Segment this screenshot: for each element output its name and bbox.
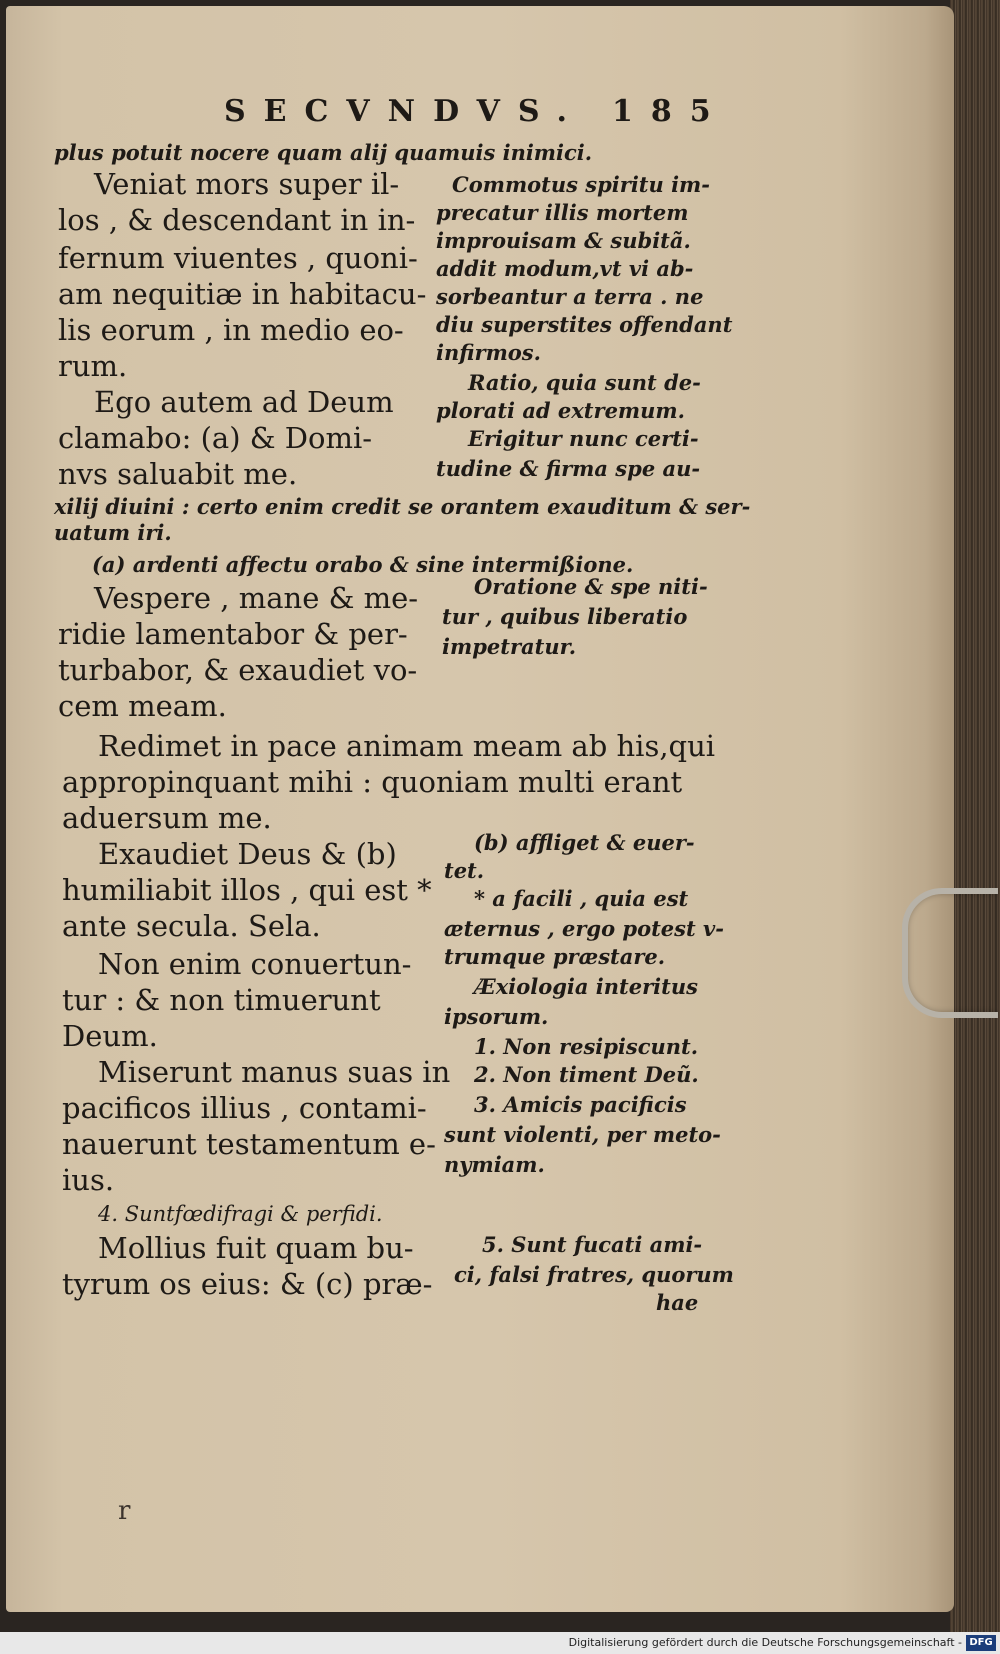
margin-note: ci, falsi fratres, quorum [454,1262,734,1287]
main-line: los , & descendant in in- [58,203,416,237]
main-line: ante secula. Sela. [62,909,321,943]
margin-note: nymiam. [444,1152,545,1177]
margin-note: diu superstites offendant [436,312,733,337]
main-line: cem meam. [58,689,227,723]
margin-note: * a facili , quia est [474,886,689,911]
margin-note: ipsorum. [444,1004,549,1029]
main-line: Redimet in pace animam meam ab his,qui [98,729,716,763]
main-line: Deum. [62,1019,158,1053]
running-head-title: SECVNDVS. [224,94,585,129]
note-line: 4. Suntfœdifragi & perfidi. [98,1202,383,1226]
margin-note: Æxiologia interitus [474,974,698,999]
main-line: turbabor, & exaudiet vo- [58,653,418,687]
main-line: nvs saluabit me. [58,457,298,491]
digitization-credit: Digitalisierung gefördert durch die Deutsche Forschungsgemeinschaft - [0,1632,1000,1654]
margin-note: tudine & firma spe au- [436,456,701,481]
margin-note: infirmos. [436,340,541,365]
note-line: uatum iri. [54,520,172,545]
note-line: xilij diuini : certo enim credit se orantem exauditum & ser- [54,494,751,519]
margin-note: sorbeantur a terra . ne [436,284,704,309]
main-line: tur : & non timuerunt [62,983,381,1017]
main-line: nauerunt testamentum e- [62,1127,436,1161]
margin-note: 2. Non timent Deũ. [474,1062,699,1087]
main-line: Veniat mors super il- [94,167,400,201]
main-line: tyrum os eius: & (c) præ- [62,1267,433,1301]
main-line: fernum viuentes , quoni- [58,241,418,275]
main-line: ius. [62,1163,115,1197]
margin-note: sunt violenti, per meto- [444,1122,721,1147]
margin-note: Ratio, quia sunt de- [468,370,701,395]
main-line: aduersum me. [62,801,272,835]
note-line: (a) ardenti affectu orabo & sine intermißione. [92,552,634,577]
margin-note: improuisam & subitã. [436,228,691,253]
book-page [6,6,954,1612]
margin-note: Erigitur nunc certi- [468,426,699,451]
main-line: Non enim conuertun- [98,947,412,981]
margin-note: impetratur. [442,634,577,659]
margin-note: 3. Amicis pacificis [474,1092,687,1117]
main-line: am nequitiæ in habitacu- [58,277,427,311]
main-line: clamabo: (a) & Domi- [58,421,373,455]
main-line: pacificos illius , contami- [62,1091,427,1125]
margin-note: 5. Sunt fucati ami- [482,1232,703,1257]
page-number: 185 [612,94,729,129]
main-line: Ego autem ad Deum [94,385,394,419]
margin-note: 1. Non resipiscunt. [474,1034,699,1059]
margin-note: plorati ad extremum. [436,398,685,423]
main-line: lis eorum , in medio eo- [58,313,404,347]
margin-note: Commotus spiritu im- [452,172,710,197]
dfg-logo: DFG [966,1635,996,1651]
page-clip [902,888,998,1018]
margin-note: æternus , ergo potest v- [444,916,724,941]
catchword: hae [656,1290,699,1315]
main-line: humiliabit illos , qui est * [62,873,432,907]
margin-note: Oratione & spe niti- [474,574,708,599]
main-line: appropinquant mihi : quoniam multi erant [62,765,683,799]
main-line: rum. [58,349,128,383]
margin-note: tur , quibus liberatio [442,604,688,629]
margin-note: (b) affliget & euer- [474,830,695,855]
main-line: ridie lamentabor & per- [58,617,408,651]
margin-note: tet. [444,858,485,883]
book-page-edges [950,0,1000,1632]
main-line: Mollius fuit quam bu- [98,1231,414,1265]
ink-mark: r [118,1496,131,1526]
main-line: Vespere , mane & me- [94,581,419,615]
main-line: Miserunt manus suas in [98,1055,451,1089]
margin-note: addit modum,vt vi ab- [436,256,694,281]
margin-note: precatur illis mortem [436,200,689,225]
main-line: plus potuit nocere quam alij quamuis inimici. [54,140,593,165]
main-line: Exaudiet Deus & (b) [98,837,397,871]
margin-note: trumque præstare. [444,944,666,969]
